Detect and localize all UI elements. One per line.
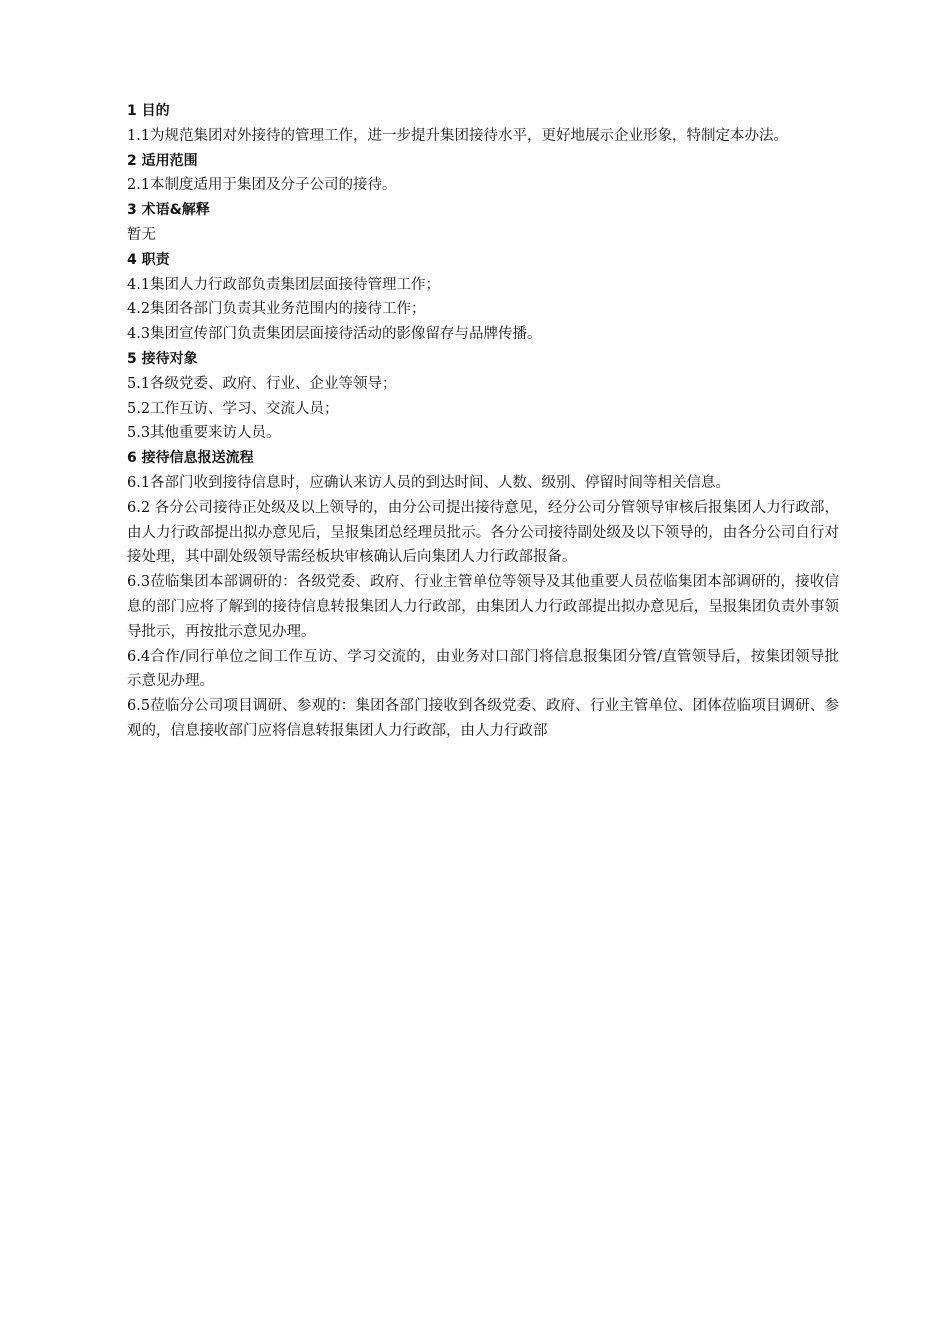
paragraph: 暂无 bbox=[127, 226, 156, 243]
section-heading: 1 目的 bbox=[127, 103, 170, 119]
paragraph: 5.1各级党委、政府、行业、企业等领导； bbox=[127, 375, 397, 392]
document-body bbox=[127, 99, 839, 744]
section-heading: 6 接待信息报送流程 bbox=[127, 450, 254, 467]
section-reception-targets bbox=[127, 347, 839, 446]
paragraph: 2.1本制度适用于集团及分子公司的接待。 bbox=[127, 177, 397, 194]
section-responsibilities bbox=[127, 248, 839, 347]
paragraph: 4.3集团宣传部门负责集团层面接待活动的影像留存与品牌传播。 bbox=[127, 326, 542, 343]
section-scope bbox=[127, 149, 839, 199]
paragraph: 6.4合作/同行单位之间工作互访、学习交流的，由业务对口部门将信息报集团分管/直管领导后，按集团领导批示意见办理。 bbox=[127, 648, 839, 690]
section-heading: 3 术语&解释 bbox=[127, 202, 210, 219]
paragraph: 5.3其他重要来访人员。 bbox=[127, 425, 281, 442]
paragraph: 6.2 各分公司接待正处级及以上领导的，由分公司提出接待意见，经分公司分管领导审核后报集团人力行政部，由人力行政部提出拟办意见后，呈报集团总经理员批示。各分公司接待副处级及以下领导的，由各分公司自行对接处理，其中副处级领导需经板块审核确认后向集团人力行政部报备。 bbox=[127, 499, 839, 566]
paragraph: 6.5莅临分公司项目调研、参观的：集团各部门接收到各级党委、政府、行业主管单位、团体莅临项目调研、参观的，信息接收部门应将信息转报集团人力行政部，由人力行政部 bbox=[127, 698, 839, 739]
section-reporting-process bbox=[127, 446, 839, 744]
section-heading: 5 接待对象 bbox=[127, 350, 198, 367]
paragraph: 4.1集团人力行政部负责集团层面接待管理工作； bbox=[127, 276, 441, 293]
section-heading: 2 适用范围 bbox=[127, 152, 198, 169]
paragraph: 6.1各部门收到接待信息时，应确认来访人员的到达时间、人数、级别、停留时间等相关信息。 bbox=[127, 474, 731, 491]
paragraph: 5.2工作互访、学习、交流人员； bbox=[127, 400, 339, 417]
paragraph: 4.2集团各部门负责其业务范围内的接待工作； bbox=[127, 301, 426, 318]
section-heading: 4 职责 bbox=[127, 251, 170, 268]
paragraph: 6.3莅临集团本部调研的：各级党委、政府、行业主管单位等领导及其他重要人员莅临集团本部调研的，接收信息的部门应将了解到的接待信息转报集团人力行政部，由集团人力行政部提出拟办意见后，呈报集团负责外事领导批示，再按批示意见办理。 bbox=[127, 574, 839, 640]
paragraph: 1.1为规范集团对外接待的管理工作，进一步提升集团接待水平，更好地展示企业形象，特制定本办法。 bbox=[127, 127, 789, 144]
section-terms bbox=[127, 198, 839, 248]
section-purpose bbox=[127, 99, 839, 149]
